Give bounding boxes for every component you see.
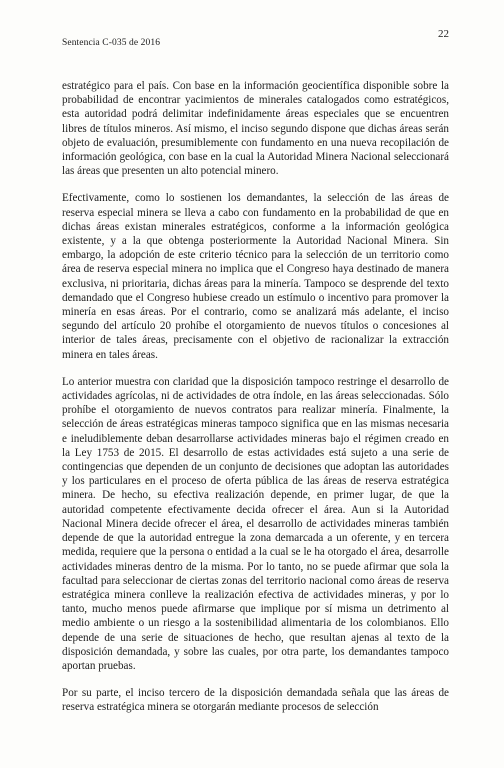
running-header: Sentencia C-035 de 2016 <box>62 38 161 48</box>
paragraph-1: estratégico para el país. Con base en la información geocientífica disponible sobre la probabilidad de encontrar yacimientos de minerales catalogados como estratégicos, esta autoridad podrá delimitar indefinidamente áreas especiales que se encuentren libres de títulos mineros. Así mismo, el inciso segundo dispone que dichas áreas serán objeto de evaluación, presumiblemente con fundamento en una nueva recopilación de información geológica, con base en la cual la Autoridad Minera Nacional seleccionará las áreas que presenten un alto potencial minero. <box>62 80 449 178</box>
paragraph-2: Efectivamente, como lo sostienen los demandantes, la selección de las áreas de reserva especial minera se lleva a cabo con fundamento en la probabilidad de que en dichas áreas existan minerales estratégicos, conforme a la información geológica existente, y a la que obtenga posteriormente la Autoridad Nacional Minera. Sin embargo, la adopción de este criterio técnico para la selección de un territorio como área de reserva especial minera no implica que el Congreso haya destinado de manera exclusiva, ni prioritaria, dichas áreas para la minería. Tampoco se desprende del texto demandado que el Congreso hubiese creado un estímulo o incentivo para promover la minería en esas áreas. Por el contrario, como se analizará más adelante, el inciso segundo del artículo 20 prohíbe el otorgamiento de nuevos títulos o concesiones al interior de tales áreas, precisamente con el objetivo de racionalizar la extracción minera en tales áreas. <box>62 192 449 361</box>
paragraph-3: Lo anterior muestra con claridad que la disposición tampoco restringe el desarrollo de actividades agrícolas, ni de actividades de otra índole, en las áreas seleccionadas. Sólo prohíbe el otorgamiento de nuevos contratos para realizar minería. Finalmente, la selección de áreas estratégicas mineras tampoco significa que en las mismas necesaria e ineludiblemente deban desarrollarse actividades mineras bajo el régimen creado en la Ley 1753 de 2015. El desarrollo de estas actividades está sujeto a una serie de contingencias que dependen de un conjunto de decisiones que adoptan las autoridades y los particulares en el proceso de oferta pública de las áreas de reserva estratégica minera. De hecho, su efectiva realización depende, en primer lugar, de que la autoridad competente efectivamente decida ofrecer el área. Aun si la Autoridad Nacional Minera decide ofrecer el área, el desarrollo de actividades mineras también depende de que la autoridad entregue la zona demarcada a un oferente, y en tercera medida, requiere que la persona o entidad a la cual se le ha otorgado el área, desarrolle actividades mineras dentro de la misma. Por lo tanto, no se puede afirmar que sola la facultad para seleccionar de ciertas zonas del territorio nacional como áreas de reserva estratégica minera conlleve la realización efectiva de actividades mineras, y por lo tanto, mucho menos puede afirmarse que implique por sí misma un detrimento al medio ambiente o un riesgo a la sostenibilidad alimentaria de los colombianos. Ello depende de una serie de situaciones de hecho, que resultan ajenas al texto de la disposición demandada, y sobre las cuales, por otra parte, los demandantes tampoco aportan pruebas. <box>62 375 449 672</box>
page-number: 22 <box>438 28 449 40</box>
paragraph-4: Por su parte, el inciso tercero de la disposición demandada señala que las áreas de reserva estratégica minera se otorgarán mediante procesos de selección <box>62 687 449 714</box>
body-text <box>62 79 449 728</box>
